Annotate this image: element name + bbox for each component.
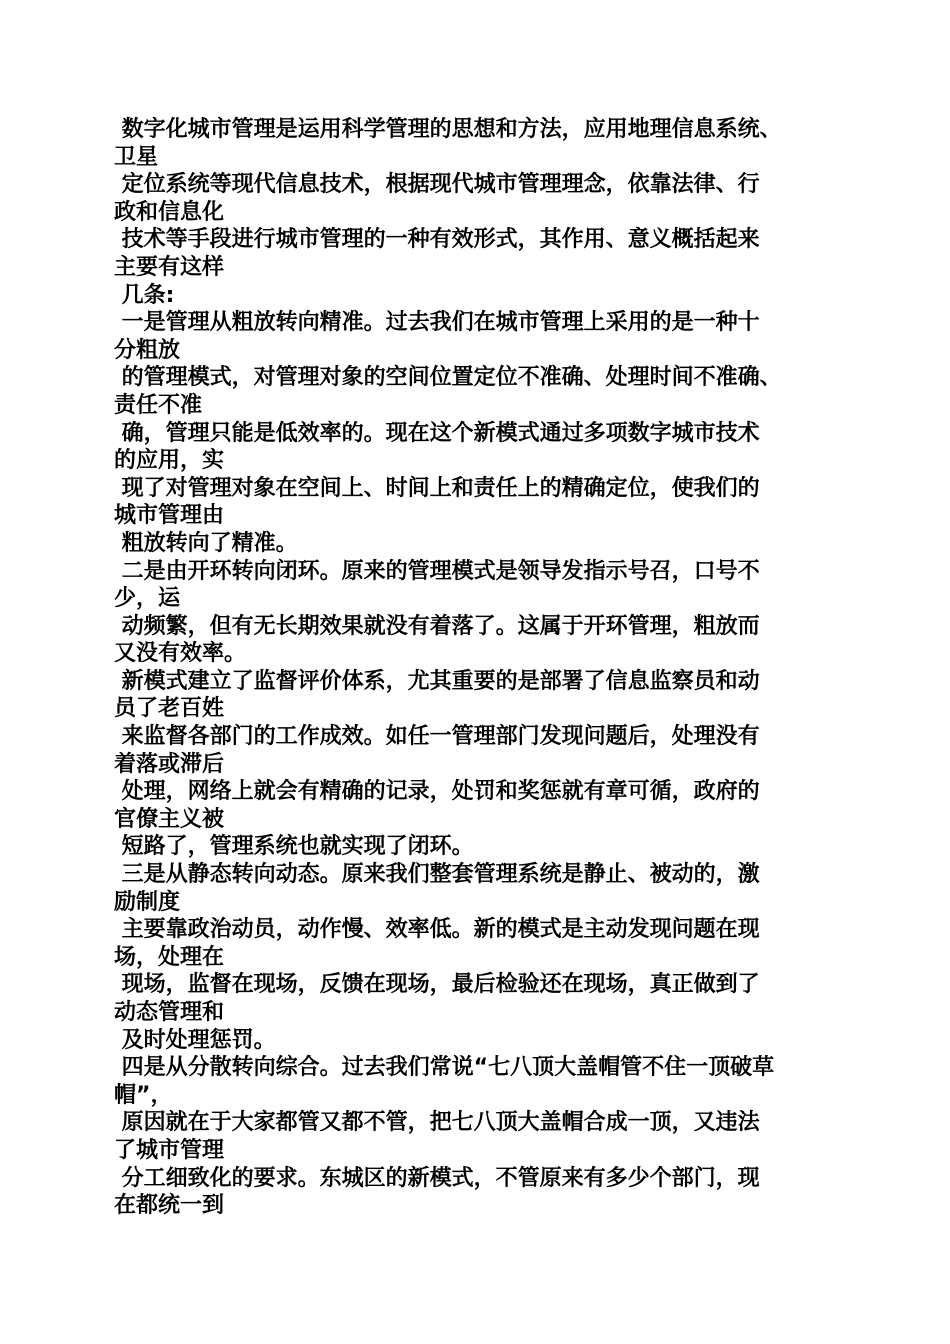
text-line: 确，管理只能是低效率的。现在这个新模式通过多项数字城市技术 <box>114 420 760 446</box>
text-line: 几条: <box>114 282 175 308</box>
text-line: 励制度 <box>114 889 181 915</box>
text-line: 了城市管理 <box>114 1137 225 1163</box>
text-line: 数字化城市管理是运用科学管理的思想和方法，应用地理信息系统、 <box>114 117 782 142</box>
text-line: 短路了，管理系统也就实现了闭环。 <box>114 834 474 860</box>
text-line: 分工细致化的要求。东城区的新模式，不管原来有多少个部门，现 <box>114 1165 760 1191</box>
text-line: 来监督各部门的工作成效。如任一管理部门发现问题后，处理没有 <box>114 724 760 750</box>
text-line: 三是从静态转向动态。原来我们整套管理系统是静止、被动的，激 <box>114 862 760 888</box>
text-line: 又没有效率。 <box>114 641 247 667</box>
text-line: 政和信息化 <box>114 199 225 225</box>
text-line: 的管理模式，对管理对象的空间位置定位不准确、处理时间不准确、 <box>114 365 782 391</box>
text-line: 城市管理由 <box>114 503 225 529</box>
text-line: 及时处理惩罚。 <box>114 1027 276 1053</box>
text-line: 动态管理和 <box>114 1000 225 1025</box>
text-line: 动频繁，但有无长期效果就没有着落了。这属于开环管理，粗放而 <box>114 613 760 639</box>
text-line: 新模式建立了监督评价体系，尤其重要的是部署了信息监察员和动 <box>114 668 760 694</box>
text-line: 现场，监督在现场，反馈在现场，最后检验还在现场，真正做到了 <box>114 972 760 998</box>
text-line: 处理，网络上就会有精确的记录，处罚和奖惩就有章可循，政府的 <box>114 779 760 805</box>
text-line: 员了老百姓 <box>114 696 225 722</box>
text-line: 责任不准 <box>114 392 203 418</box>
text-line: 技术等手段进行城市管理的一种有效形式，其作用、意义概括起来 <box>114 227 760 253</box>
text-line: 一是管理从粗放转向精准。过去我们在城市管理上采用的是一种十 <box>114 310 760 336</box>
text-line: 的应用，实 <box>114 448 225 474</box>
text-line: 在都统一到 <box>114 1193 225 1219</box>
text-line: 卫星 <box>114 144 159 170</box>
text-line: 主要有这样 <box>114 254 225 280</box>
text-line: 主要靠政治动员，动作慢、效率低。新的模式是主动发现问题在现 <box>114 917 760 943</box>
text-line: 分粗放 <box>114 337 181 363</box>
text-line: 四是从分散转向综合。过去我们常说“七八顶大盖帽管不住一顶破草 <box>114 1055 775 1081</box>
text-line: 官僚主义被 <box>114 806 225 832</box>
text-line: 现了对管理对象在空间上、时间上和责任上的精确定位，使我们的 <box>114 475 760 501</box>
text-line: 着落或滞后 <box>114 751 225 777</box>
text-line: 场，处理在 <box>114 944 225 970</box>
text-line: 定位系统等现代信息技术，根据现代城市管理理念，依靠法律、行 <box>114 172 760 198</box>
text-line: 原因就在于大家都管又都不管，把七八顶大盖帽合成一顶，又违法 <box>114 1110 760 1136</box>
document-body <box>114 116 844 1220</box>
text-line: 二是由开环转向闭环。原来的管理模式是领导发指示号召，口号不 <box>114 558 760 584</box>
text-line: 帽”， <box>114 1082 173 1108</box>
text-line: 粗放转向了精准。 <box>114 530 298 556</box>
text-line: 少，运 <box>114 586 181 612</box>
